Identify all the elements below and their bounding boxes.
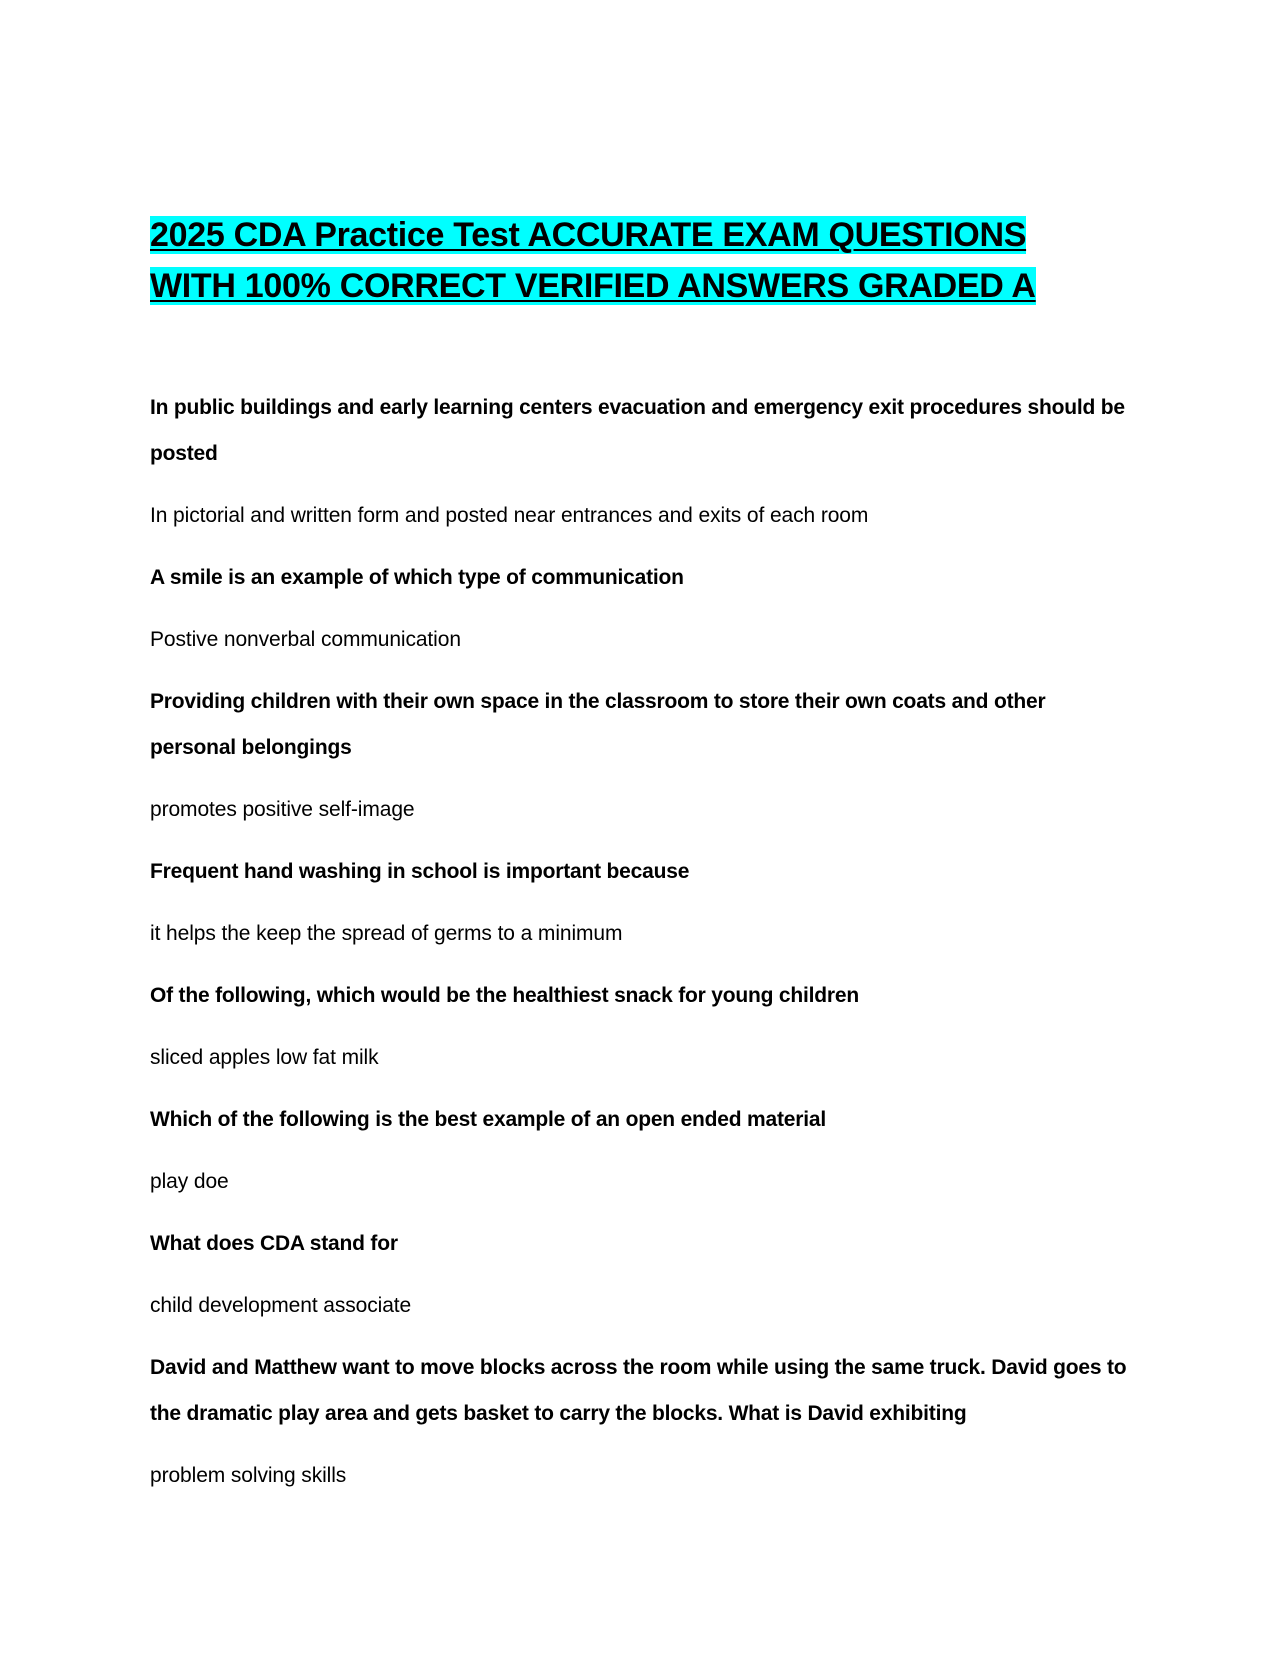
answer-text: it helps the keep the spread of germs to a minimum bbox=[150, 922, 623, 945]
question-text: David and Matthew want to move blocks across the room while using the same truck. David goes to the dramatic play area and gets basket to carry the blocks. What is David exhibiting bbox=[150, 1356, 1127, 1425]
qa-item bbox=[150, 1345, 1130, 1499]
document-title-block bbox=[150, 210, 1120, 312]
qa-item bbox=[150, 555, 1130, 663]
question-text: Which of the following is the best example of an open ended material bbox=[150, 1108, 826, 1131]
document-title bbox=[150, 210, 1120, 312]
answer-text: promotes positive self-image bbox=[150, 798, 415, 821]
question-text: Frequent hand washing in school is important because bbox=[150, 860, 690, 883]
qa-item bbox=[150, 385, 1130, 539]
title-line-2: WITH 100% CORRECT VERIFIED ANSWERS GRADED A bbox=[150, 267, 1036, 305]
qa-item bbox=[150, 1221, 1130, 1329]
question-text: Providing children with their own space in the classroom to store their own coats and other personal belongings bbox=[150, 690, 1046, 759]
question-text: Of the following, which would be the healthiest snack for young children bbox=[150, 984, 859, 1007]
qa-item bbox=[150, 1097, 1130, 1205]
answer-text: Postive nonverbal communication bbox=[150, 628, 461, 651]
qa-item bbox=[150, 849, 1130, 957]
qa-list bbox=[150, 385, 1130, 1515]
answer-text: problem solving skills bbox=[150, 1464, 347, 1487]
question-text: In public buildings and early learning centers evacuation and emergency exit procedures should be posted bbox=[150, 396, 1125, 465]
title-line-1: 2025 CDA Practice Test ACCURATE EXAM QUESTIONS bbox=[150, 216, 1027, 254]
qa-item bbox=[150, 973, 1130, 1081]
answer-text: play doe bbox=[150, 1170, 229, 1193]
answer-text: In pictorial and written form and posted near entrances and exits of each room bbox=[150, 504, 869, 527]
answer-text: child development associate bbox=[150, 1294, 412, 1317]
answer-text: sliced apples low fat milk bbox=[150, 1046, 379, 1069]
question-text: What does CDA stand for bbox=[150, 1232, 398, 1255]
question-text: A smile is an example of which type of communication bbox=[150, 566, 684, 589]
qa-item bbox=[150, 679, 1130, 833]
